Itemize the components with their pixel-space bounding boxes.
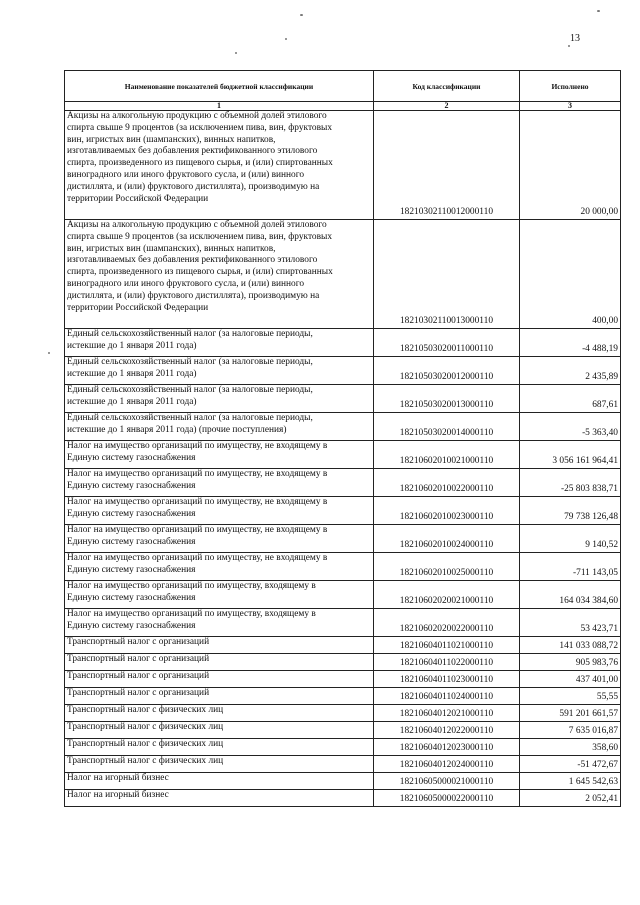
executed-value-cell: 7 635 016,87 xyxy=(520,722,621,739)
table-row xyxy=(65,357,621,385)
indicator-name-cell: Единый сельскохозяйственный налог (за налоговые периоды, истекшие до 1 января 2011 года) (прочие поступления) xyxy=(65,413,374,441)
classification-code-cell: 18210503020011000110 xyxy=(374,329,520,357)
executed-value-cell: 1 645 542,63 xyxy=(520,773,621,790)
classification-code-cell: 18210604012024000110 xyxy=(374,756,520,773)
table-row xyxy=(65,385,621,413)
table-row xyxy=(65,790,621,807)
executed-value-cell: -4 488,19 xyxy=(520,329,621,357)
scan-speck xyxy=(48,352,50,354)
executed-value-cell: 55,55 xyxy=(520,688,621,705)
executed-value-cell: 905 983,76 xyxy=(520,654,621,671)
scan-speck xyxy=(568,45,570,47)
table-row xyxy=(65,739,621,756)
executed-value-cell: -711 143,05 xyxy=(520,553,621,581)
classification-code-cell: 18210605000022000110 xyxy=(374,790,520,807)
table-row xyxy=(65,773,621,790)
executed-value-cell: 400,00 xyxy=(520,220,621,329)
scan-speck xyxy=(597,10,600,12)
table-row xyxy=(65,525,621,553)
table-row xyxy=(65,469,621,497)
classification-code-cell: 18210604012022000110 xyxy=(374,722,520,739)
indicator-name-cell: Транспортный налог с физических лиц xyxy=(65,739,374,756)
indicator-name-cell: Транспортный налог с организаций xyxy=(65,671,374,688)
indicator-name-cell: Налог на игорный бизнес xyxy=(65,790,374,807)
table-row xyxy=(65,413,621,441)
classification-code-cell: 18210503020014000110 xyxy=(374,413,520,441)
indicator-name-cell: Налог на имущество организаций по имуществу, не входящему в Единую систему газоснабжения xyxy=(65,441,374,469)
executed-value-cell: 687,61 xyxy=(520,385,621,413)
table-row xyxy=(65,705,621,722)
indicator-name-cell: Единый сельскохозяйственный налог (за налоговые периоды, истекшие до 1 января 2011 года) xyxy=(65,329,374,357)
header-indicator-name: Наименование показателей бюджетной классификации xyxy=(65,71,374,102)
classification-code-cell: 18210604012023000110 xyxy=(374,739,520,756)
executed-value-cell: 20 000,00 xyxy=(520,111,621,220)
indicator-name-cell: Единый сельскохозяйственный налог (за налоговые периоды, истекшие до 1 января 2011 года) xyxy=(65,357,374,385)
executed-value-cell: 164 034 384,60 xyxy=(520,581,621,609)
classification-code-cell: 18210604011021000110 xyxy=(374,637,520,654)
executed-value-cell: 2 052,41 xyxy=(520,790,621,807)
indicator-name-cell: Налог на имущество организаций по имуществу, не входящему в Единую систему газоснабжения xyxy=(65,497,374,525)
executed-value-cell: -25 803 838,71 xyxy=(520,469,621,497)
indicator-name-cell: Налог на имущество организаций по имуществу, входящему в Единую систему газоснабжения xyxy=(65,609,374,637)
scan-speck xyxy=(300,14,303,16)
classification-code-cell: 18210602010025000110 xyxy=(374,553,520,581)
page-number: 13 xyxy=(570,33,580,44)
table-row xyxy=(65,553,621,581)
table-row xyxy=(65,497,621,525)
table-row xyxy=(65,671,621,688)
table-header-row xyxy=(65,71,621,102)
executed-value-cell: 358,60 xyxy=(520,739,621,756)
table-row xyxy=(65,329,621,357)
classification-code-cell: 18210602010023000110 xyxy=(374,497,520,525)
indicator-name-cell: Акцизы на алкогольную продукцию с объемной долей этилового спирта свыше 9 процентов (за исключением пива, вин, фруктовых вин, игристых вин (шампанских), винных напитков, изготавливаемых без добавления ректификованного этилового спирта, произведенного из пищевого сырья, и (или) спиртованных виноградного или иного фруктового сусла, и (или) винного дистиллята, и (или) фруктового дистиллята), производимую на территории Российской Федерации xyxy=(65,111,374,220)
classification-code-cell: 18210605000021000110 xyxy=(374,773,520,790)
executed-value-cell: -5 363,40 xyxy=(520,413,621,441)
executed-value-cell: 437 401,00 xyxy=(520,671,621,688)
indicator-name-cell: Налог на имущество организаций по имуществу, не входящему в Единую систему газоснабжения xyxy=(65,525,374,553)
classification-code-cell: 18210302110013000110 xyxy=(374,220,520,329)
executed-value-cell: 53 423,71 xyxy=(520,609,621,637)
classification-code-cell: 18210602010024000110 xyxy=(374,525,520,553)
table-row xyxy=(65,220,621,329)
classification-code-cell: 18210604011024000110 xyxy=(374,688,520,705)
indicator-name-cell: Налог на игорный бизнес xyxy=(65,773,374,790)
indicator-name-cell: Налог на имущество организаций по имуществу, не входящему в Единую систему газоснабжения xyxy=(65,553,374,581)
column-number-2: 2 xyxy=(374,102,520,111)
indicator-name-cell: Налог на имущество организаций по имуществу, не входящему в Единую систему газоснабжения xyxy=(65,469,374,497)
table-row xyxy=(65,609,621,637)
indicator-name-cell: Транспортный налог с организаций xyxy=(65,688,374,705)
classification-code-cell: 18210602020021000110 xyxy=(374,581,520,609)
executed-value-cell: 2 435,89 xyxy=(520,357,621,385)
header-executed: Исполнено xyxy=(520,71,621,102)
column-number-3: 3 xyxy=(520,102,621,111)
scan-speck xyxy=(235,52,237,54)
executed-value-cell: 141 033 088,72 xyxy=(520,637,621,654)
table-row xyxy=(65,654,621,671)
classification-code-cell: 18210602010022000110 xyxy=(374,469,520,497)
indicator-name-cell: Транспортный налог с организаций xyxy=(65,654,374,671)
indicator-name-cell: Транспортный налог с физических лиц xyxy=(65,722,374,739)
indicator-name-cell: Транспортный налог с физических лиц xyxy=(65,705,374,722)
classification-code-cell: 18210503020013000110 xyxy=(374,385,520,413)
classification-code-cell: 18210604011022000110 xyxy=(374,654,520,671)
table-row xyxy=(65,441,621,469)
header-classification-code: Код классификации xyxy=(374,71,520,102)
table-row xyxy=(65,722,621,739)
executed-value-cell: 9 140,52 xyxy=(520,525,621,553)
classification-code-cell: 18210302110012000110 xyxy=(374,111,520,220)
column-number-row xyxy=(65,102,621,111)
indicator-name-cell: Налог на имущество организаций по имуществу, входящему в Единую систему газоснабжения xyxy=(65,581,374,609)
executed-value-cell: 3 056 161 964,41 xyxy=(520,441,621,469)
classification-code-cell: 18210503020012000110 xyxy=(374,357,520,385)
table-row xyxy=(65,581,621,609)
classification-code-cell: 18210602020022000110 xyxy=(374,609,520,637)
table-row xyxy=(65,111,621,220)
executed-value-cell: 79 738 126,48 xyxy=(520,497,621,525)
column-number-1: 1 xyxy=(65,102,374,111)
classification-code-cell: 18210602010021000110 xyxy=(374,441,520,469)
table-row xyxy=(65,756,621,773)
indicator-name-cell: Единый сельскохозяйственный налог (за налоговые периоды, истекшие до 1 января 2011 года) xyxy=(65,385,374,413)
budget-classification-table xyxy=(64,70,621,807)
classification-code-cell: 18210604012021000110 xyxy=(374,705,520,722)
indicator-name-cell: Транспортный налог с физических лиц xyxy=(65,756,374,773)
indicator-name-cell: Транспортный налог с организаций xyxy=(65,637,374,654)
executed-value-cell: -51 472,67 xyxy=(520,756,621,773)
scan-speck xyxy=(285,38,287,40)
executed-value-cell: 591 201 661,57 xyxy=(520,705,621,722)
classification-code-cell: 18210604011023000110 xyxy=(374,671,520,688)
indicator-name-cell: Акцизы на алкогольную продукцию с объемной долей этилового спирта свыше 9 процентов (за исключением пива, вин, фруктовых вин, игристых вин (шампанских), винных напитков, изготавливаемых без добавления ректификованного этилового спирта, произведенного из пищевого сырья, и (или) спиртованных виноградного или иного фруктового сусла, и (или) винного дистиллята, и (или) фруктового дистиллята), производимую на территории Российской Федерации xyxy=(65,220,374,329)
table-row xyxy=(65,637,621,654)
table-row xyxy=(65,688,621,705)
